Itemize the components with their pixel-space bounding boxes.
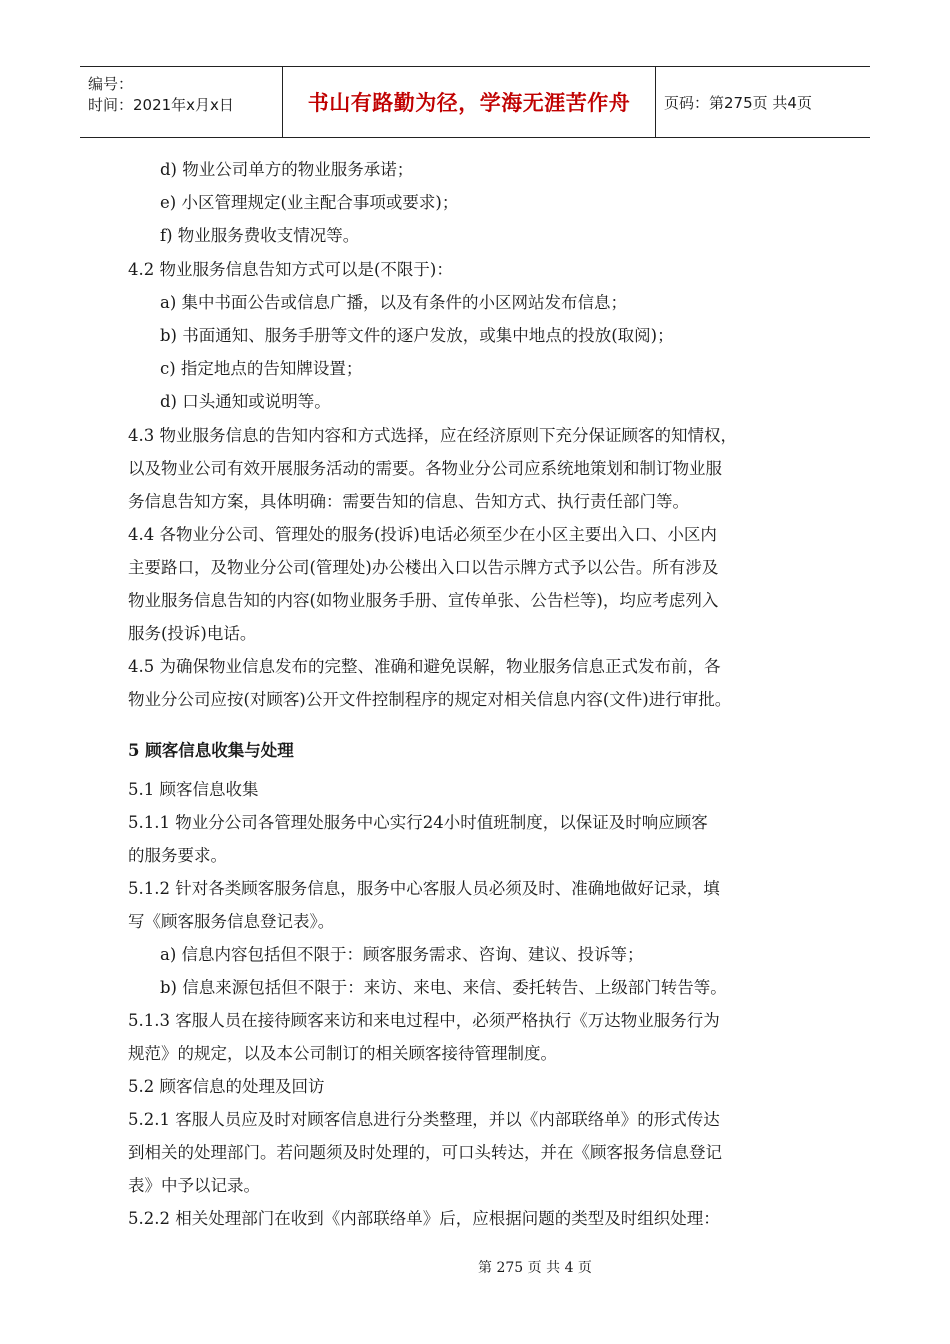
list-item: a) 信息内容包括但不限于：顾客服务需求、咨询、建议、投诉等； (160, 945, 644, 964)
paragraph-line: 规范》的规定，以及本公司制订的相关顾客接待管理制度。 (128, 1044, 557, 1063)
paragraph-line: 主要路口，及物业分公司(管理处)办公楼出入口以告示牌方式予以公告。所有涉及 (128, 558, 719, 577)
list-item: c) 指定地点的告知牌设置； (160, 359, 363, 378)
date-label: 时间：2021年x月x日 (88, 96, 234, 114)
header-page-number (664, 67, 870, 137)
paragraph-line: 以及物业公司有效开展服务活动的需要。各物业分公司应系统地策划和制订物业服 (128, 459, 722, 478)
paragraph-line: 写《顾客服务信息登记表》。 (128, 912, 335, 931)
paragraph-line: 到相关的处理部门。若问题须及时处理的，可口头转达，并在《顾客报务信息登记 (128, 1143, 722, 1162)
paragraph-line: 物业服务信息告知的内容(如物业服务手册、宣传单张、公告栏等)，均应考虑列入 (128, 591, 719, 610)
page-label: 页码：第275页 共4页 (664, 93, 812, 112)
paragraph-line: 服务(投诉)电话。 (128, 624, 257, 643)
page-footer: 第 275 页 共 4 页 (478, 1260, 592, 1276)
list-item: a) 集中书面公告或信息广播，以及有条件的小区网站发布信息； (160, 293, 628, 312)
list-item: d) 口头通知或说明等。 (160, 392, 331, 411)
list-item: e) 小区管理规定(业主配合事项或要求)； (160, 193, 459, 212)
paragraph-line: 4.3 物业服务信息的告知内容和方式选择，应在经济原则下充分保证顾客的知情权， (128, 426, 737, 445)
header-motto: 书山有路勤为径，学海无涯苦作舟 (283, 67, 656, 137)
paragraph-line: 物业分公司应按(对顾客)公开文件控制程序的规定对相关信息内容(文件)进行审批。 (128, 690, 732, 709)
list-item: f) 物业服务费收支情况等。 (160, 226, 360, 245)
paragraph-line: 的服务要求。 (128, 846, 227, 865)
paragraph-line: 4.4 各物业分公司、管理处的服务(投诉)电话必须至少在小区主要出入口、小区内 (128, 525, 717, 544)
paragraph-line: 表》中予以记录。 (128, 1176, 260, 1195)
list-item: d) 物业公司单方的物业服务承诺； (160, 160, 414, 179)
paragraph-line: 5.1.1 物业分公司各管理处服务中心实行24小时值班制度，以保证及时响应顾客 (128, 813, 708, 832)
clause-heading: 4.2 物业服务信息告知方式可以是(不限于)： (128, 260, 453, 279)
page-header (80, 66, 870, 138)
clause-heading: 5.1 顾客信息收集 (128, 780, 259, 799)
code-label: 编号： (88, 75, 134, 93)
paragraph-line: 5.1.2 针对各类顾客服务信息，服务中心客服人员必须及时、准确地做好记录，填 (128, 879, 720, 898)
list-item: b) 书面通知、服务手册等文件的逐户发放，或集中地点的投放(取阅)； (160, 326, 674, 345)
paragraph-line: 5.2.1 客服人员应及时对顾客信息进行分类整理，并以《内部联络单》的形式传达 (128, 1110, 720, 1129)
clause-heading: 5.2 顾客信息的处理及回访 (128, 1077, 325, 1096)
list-item: b) 信息来源包括但不限于：来访、来电、来信、委托转告、上级部门转告等。 (160, 978, 727, 997)
paragraph-line: 务信息告知方案，具体明确：需要告知的信息、告知方式、执行责任部门等。 (128, 492, 689, 511)
header-meta (80, 67, 283, 137)
section-heading: 5 顾客信息收集与处理 (128, 741, 294, 760)
paragraph-line: 4.5 为确保物业信息发布的完整、准确和避免误解，物业服务信息正式发布前，各 (128, 657, 721, 676)
paragraph-line: 5.2.2 相关处理部门在收到《内部联络单》后，应根据问题的类型及时组织处理： (128, 1209, 720, 1228)
paragraph-line: 5.1.3 客服人员在接待顾客来访和来电过程中，必须严格执行《万达物业服务行为 (128, 1011, 720, 1030)
